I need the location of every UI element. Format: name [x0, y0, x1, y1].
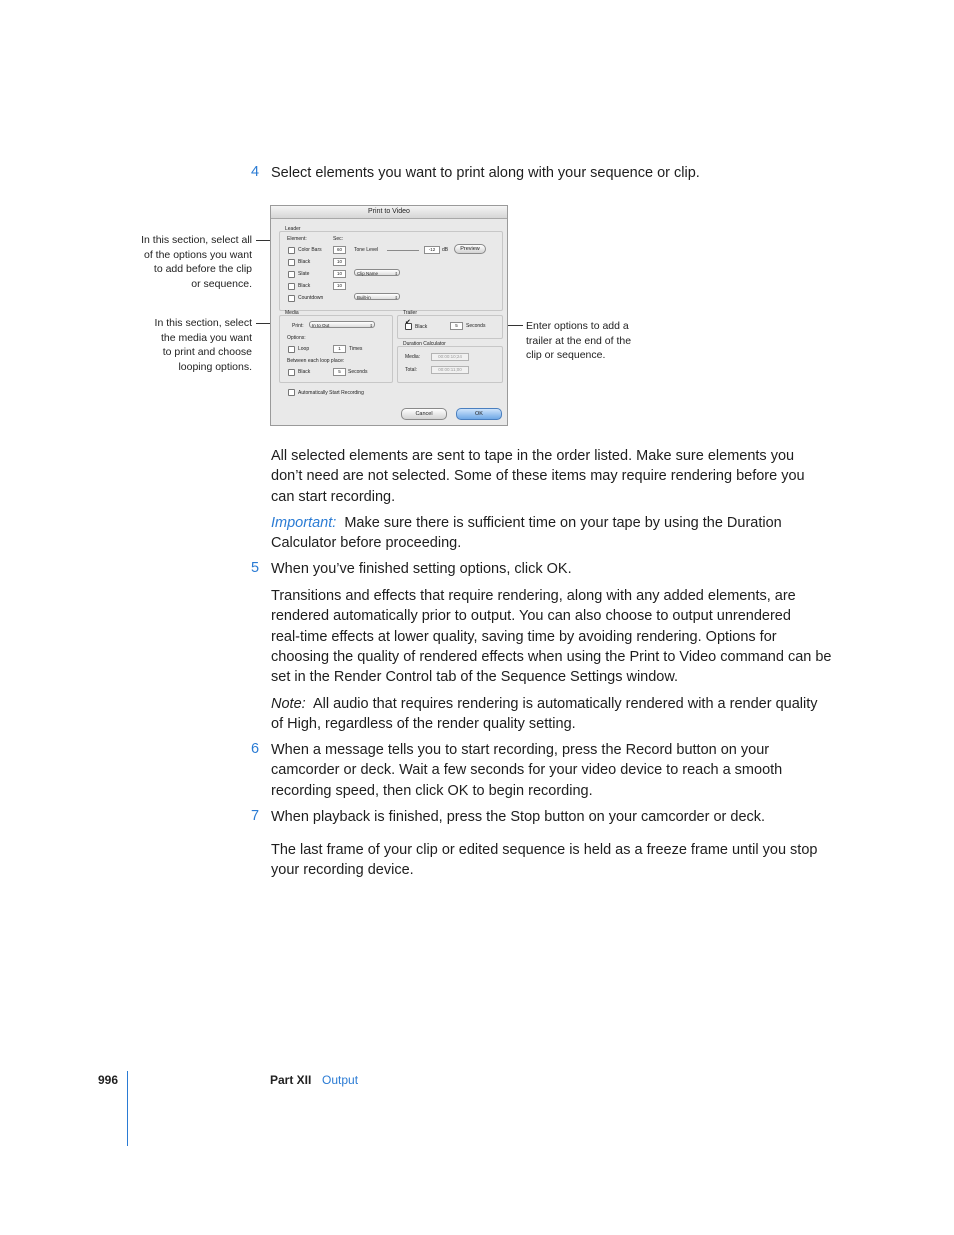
auto-start-label: Automatically Start Recording — [298, 390, 364, 396]
black-2-seconds-field[interactable]: 10 — [333, 282, 346, 290]
media-section-label: Media — [285, 310, 299, 316]
note-paragraph — [271, 694, 836, 735]
callout-trailer-line-3: clip or sequence. — [526, 349, 606, 362]
total-duration-field: 00:00:11;00 — [431, 366, 469, 374]
paragraph-freeze-frame — [271, 840, 836, 881]
paragraph-transitions — [271, 586, 836, 687]
loop-checkbox[interactable] — [288, 346, 295, 353]
step-5-number: 5 — [251, 560, 260, 576]
auto-start-checkbox[interactable] — [288, 389, 295, 396]
step-6-line: camcorder or deck. Wait a few seconds for your video device to reach a smooth — [271, 762, 783, 779]
step-4-number: 4 — [251, 164, 260, 180]
popup-arrows-icon: ⇕ — [369, 323, 373, 328]
step-7-number: 7 — [251, 808, 260, 824]
paragraph-line: your recording device. — [271, 862, 414, 879]
black-1-seconds-field[interactable]: 10 — [333, 258, 346, 266]
step-6-line: recording speed, then click OK to begin recording. — [271, 782, 593, 799]
countdown-label: Countdown — [298, 295, 324, 301]
note-line-1 — [271, 694, 836, 714]
sec-label: Sec: — [333, 236, 344, 242]
cancel-button[interactable]: Cancel — [401, 408, 447, 420]
step-6-number: 6 — [251, 741, 260, 757]
callout-trailer-line-1: Enter options to add a — [526, 320, 629, 332]
paragraph-line: real-time effects at lower quality, saving time by avoiding rendering. Options for — [271, 628, 777, 645]
paragraph-line: can start recording. — [271, 488, 396, 505]
color-bars-seconds-field[interactable]: 60 — [333, 246, 346, 254]
between-black-checkbox[interactable] — [288, 369, 295, 376]
trailer-checkmark-icon: ✔ — [405, 319, 411, 326]
slate-seconds-field[interactable]: 10 — [333, 270, 346, 278]
note-label: Note: — [271, 696, 306, 712]
paragraph-line: The last frame of your clip or edited sequence is held as a freeze frame until you stop — [271, 842, 818, 858]
ok-button[interactable]: OK — [456, 408, 502, 420]
tone-unit-label: dB — [442, 247, 449, 253]
media-duration-field: 00:00:10;24 — [431, 353, 469, 361]
media-duration-label: Media: — [405, 354, 421, 360]
step-6-line: When a message tells you to start recording, press the Record button on your — [271, 742, 770, 758]
countdown-popup-value: Built-in — [357, 295, 371, 300]
footer-part: Part XII — [270, 1073, 312, 1087]
callout-leader-line-2: of the options you want — [144, 248, 252, 261]
footer-rule — [127, 1071, 128, 1146]
page-number: 996 — [98, 1073, 119, 1087]
callout-media-line-3: to print and choose — [162, 346, 252, 359]
total-duration-label: Total: — [405, 367, 417, 373]
options-label: Options: — [287, 335, 306, 341]
duration-calculator-label: Duration Calculator — [403, 341, 446, 347]
print-range-popup[interactable] — [309, 321, 375, 328]
element-label: Element: — [287, 236, 307, 242]
black-2-label: Black — [298, 283, 311, 289]
important-text-1: Make sure there is sufficient time on your tape by using the Duration — [344, 515, 782, 531]
note-text-1: All audio that requires rendering is automatically rendered with a render quality — [312, 696, 818, 712]
between-loops-label: Between each loop place: — [287, 358, 345, 364]
popup-arrows-icon: ⇕ — [394, 271, 398, 276]
loop-count-field[interactable]: 1 — [333, 345, 346, 353]
between-seconds-field[interactable]: 5 — [333, 368, 346, 376]
callout-media-line-4: looping options. — [178, 360, 252, 373]
duration-calculator-section — [397, 346, 503, 383]
black-2-checkbox[interactable] — [288, 283, 295, 290]
note-line-2: of High, regardless of the render quality setting. — [271, 716, 576, 733]
callout-trailer-line-2: trailer at the end of the — [526, 334, 632, 347]
tone-level-slider[interactable] — [387, 250, 419, 251]
step-4-text: Select elements you want to print along with your sequence or clip. — [271, 165, 700, 181]
trailer-section-label: Trailer — [403, 310, 417, 316]
important-label: Important: — [271, 515, 337, 531]
important-line-2: Calculator before proceeding. — [271, 535, 462, 552]
tone-level-label: Tone Level — [354, 247, 379, 253]
callout-media — [112, 316, 252, 374]
times-label: Times — [349, 346, 363, 352]
leader-section-label: Leader — [285, 226, 301, 232]
popup-arrows-icon: ⇕ — [394, 295, 398, 300]
between-seconds-unit: Seconds — [348, 369, 368, 375]
slate-checkbox[interactable] — [288, 271, 295, 278]
trailer-black-label: Black — [415, 324, 428, 330]
slate-source-popup-value: Clip Name — [357, 271, 379, 276]
callout-trailer — [526, 319, 666, 363]
countdown-popup[interactable] — [354, 293, 400, 300]
loop-label: Loop — [298, 346, 310, 352]
between-black-label: Black — [298, 369, 311, 375]
callout-leader-line-1: In this section, select all — [141, 234, 252, 246]
tone-level-field[interactable]: -12 — [424, 246, 440, 254]
callout-leader — [112, 233, 252, 291]
black-1-checkbox[interactable] — [288, 259, 295, 266]
black-1-label: Black — [298, 259, 311, 265]
important-line-1 — [271, 513, 831, 533]
trailer-seconds-field[interactable]: 5 — [450, 322, 463, 330]
slate-label: Slate — [298, 271, 310, 277]
print-range-popup-value: In to Out — [312, 323, 330, 328]
slate-source-popup[interactable] — [354, 269, 400, 276]
dialog-title: Print to Video — [271, 206, 507, 219]
countdown-checkbox[interactable] — [288, 295, 295, 302]
paragraph-line: set in the Render Control tab of the Sequence Settings window. — [271, 669, 679, 686]
paragraph-line: All selected elements are sent to tape in the order listed. Make sure elements you — [271, 448, 795, 464]
paragraph-line: rendered automatically prior to output. You can also choose to output unrendered — [271, 608, 791, 625]
callout-media-line-1: In this section, select — [154, 317, 252, 329]
callout-leader-line-4: or sequence. — [191, 277, 252, 290]
important-note — [271, 513, 831, 554]
print-to-video-dialog — [270, 205, 508, 426]
trailer-seconds-unit: Seconds — [466, 323, 486, 329]
footer-section: Output — [322, 1073, 359, 1087]
color-bars-checkbox[interactable] — [288, 247, 295, 254]
paragraph-line: choosing the quality of rendered effects when using the Print to Video command can be — [271, 648, 832, 665]
color-bars-label: Color Bars — [298, 247, 322, 253]
paragraph-line: don’t need are not selected. Some of these items may require rendering before you — [271, 468, 805, 485]
step-7-text: When playback is finished, press the Stop button on your camcorder or deck. — [271, 809, 766, 825]
callout-leader-line-3: to add before the clip — [153, 263, 252, 276]
step-5-text: When you’ve finished setting options, click OK. — [271, 561, 572, 577]
preview-button[interactable]: Preview — [454, 244, 486, 254]
paragraph-line: Transitions and effects that require rendering, along with any added elements, are — [271, 588, 796, 604]
print-label: Print: — [292, 323, 304, 329]
step-6-text — [271, 740, 836, 801]
paragraph-elements-order — [271, 446, 831, 507]
callout-media-line-2: the media you want — [160, 331, 252, 344]
